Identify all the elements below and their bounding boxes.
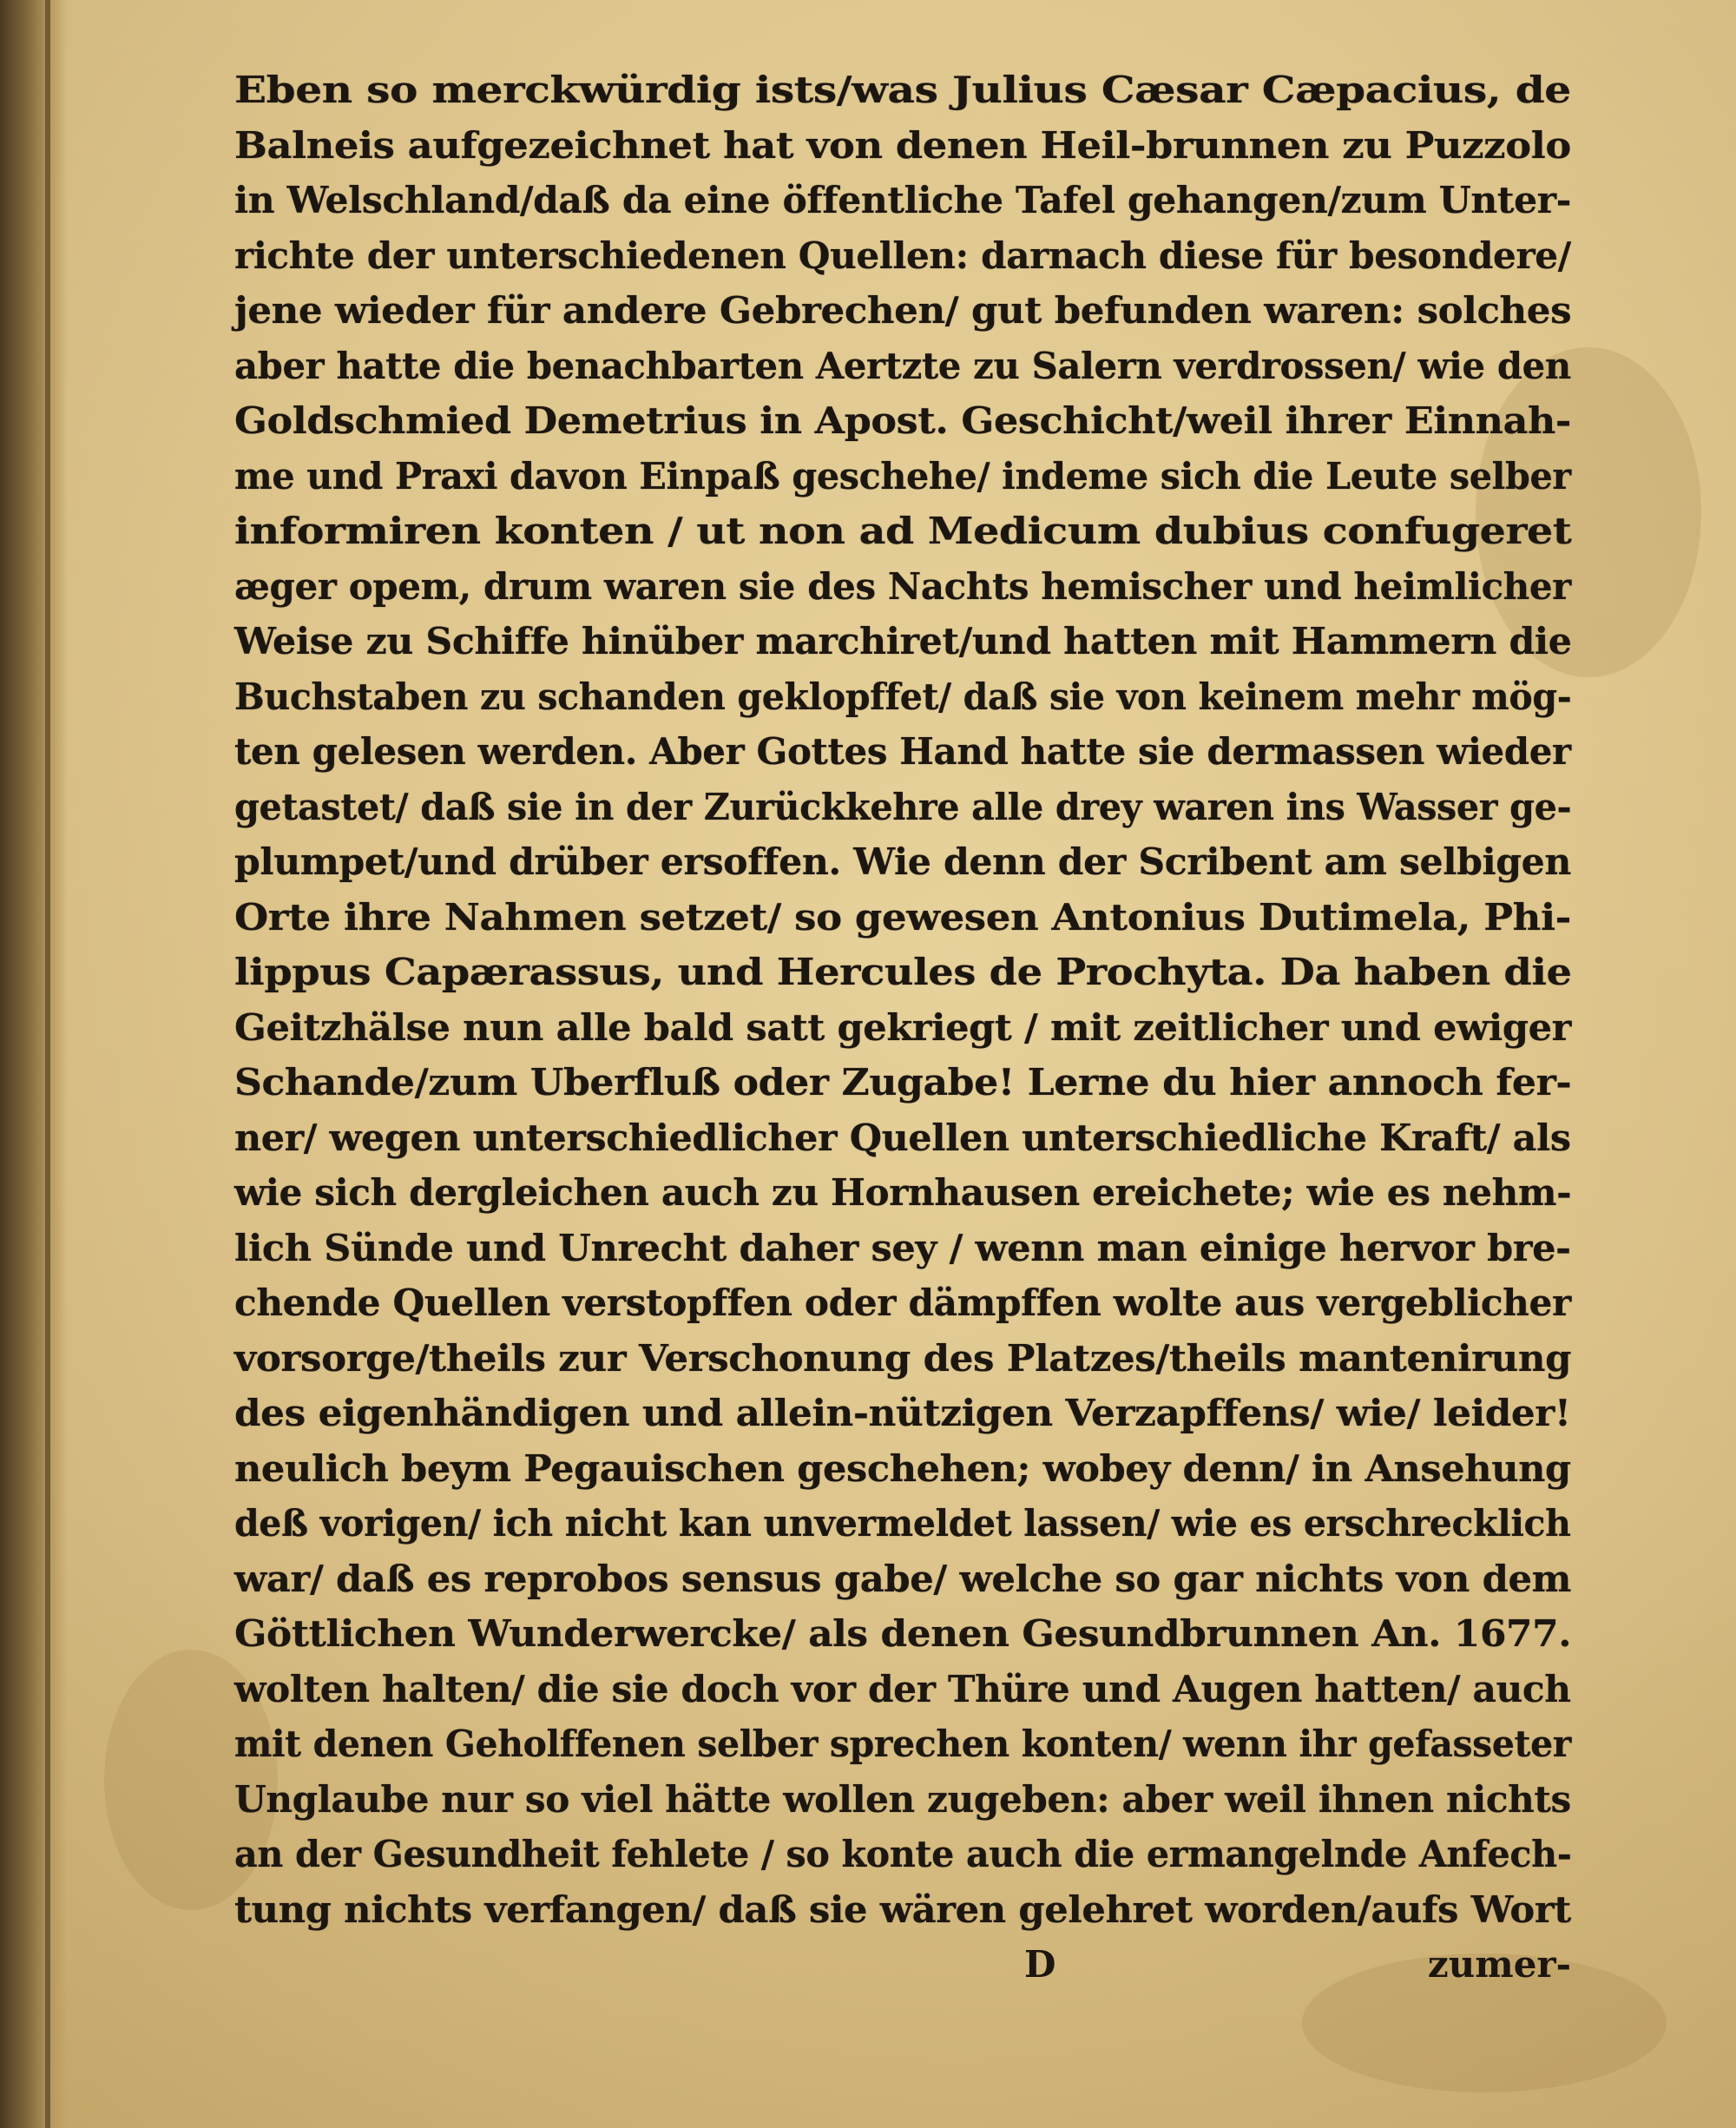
text-line: aber hatte die benachbarten Aertzte zu Salern verdrossen/ wie den	[234, 344, 1571, 387]
gutter-fold	[45, 0, 50, 2128]
text-line: war/ daß es reprobos sensus gabe/ welche so gar nichts von dem	[234, 1557, 1572, 1600]
text-line: Schande/zum Uberfluß oder Zugabe! Lerne du hier annoch fer-	[234, 1061, 1572, 1104]
text-line: ner/ wegen unterschiedlicher Quellen unterschiedliche Kraft/ als	[234, 1116, 1571, 1159]
text-line: Orte ihre Nahmen setzet/ so gewesen Antonius Dutimela, Phi-	[234, 895, 1571, 939]
text-line: Buchstaben zu schanden geklopffet/ daß sie von keinem mehr mög-	[234, 675, 1572, 718]
text-line: Eben so merckwürdig ists/was Julius Cæsar Cæpacius, de	[234, 69, 1571, 111]
text-line: chende Quellen verstopffen oder dämpffen wolte aus vergeblicher	[234, 1281, 1571, 1324]
text-line: an der Gesundheit fehlete / so konte auch die ermangelnde Anfech-	[234, 1833, 1572, 1875]
text-line: neulich beym Pegauischen geschehen; wobey denn/ in Ansehung	[234, 1446, 1571, 1490]
text-line: in Welschland/daß da eine öffentliche Tafel gehangen/zum Unter-	[234, 179, 1571, 221]
text-line: getastet/ daß sie in der Zurückkehre alle drey waren ins Wasser ge-	[234, 785, 1572, 828]
text-line: mit denen Geholffenen selber sprechen konten/ wenn ihr gefasseter	[234, 1723, 1572, 1765]
text-line: wie sich dergleichen auch zu Hornhausen ereichete; wie es nehm-	[234, 1171, 1572, 1214]
text-line: plumpet/und drüber ersoffen. Wie denn der Scribent am selbigen	[234, 840, 1571, 883]
text-line: Unglaube nur so viel hätte wollen zugeben: aber weil ihnen nichts	[234, 1777, 1571, 1821]
text-line: lippus Capærassus, und Hercules de Prochyta. Da haben die	[234, 951, 1572, 993]
text-line: lich Sünde und Unrecht daher sey / wenn man einige hervor bre-	[234, 1226, 1571, 1269]
text-line: Geitzhälse nun alle bald satt gekriegt / mit zeitlicher und ewiger	[234, 1005, 1571, 1049]
text-line: deß vorigen/ ich nicht kan unvermeldet lassen/ wie es erschrecklich	[234, 1502, 1571, 1545]
text-line: æger opem, drum waren sie des Nachts hemischer und heimlicher	[234, 564, 1571, 608]
text-line: informiren konten / ut non ad Medicum dubius confugeret	[234, 510, 1572, 552]
text-line: richte der unterschiedenen Quellen: darnach diese für besondere/	[234, 234, 1571, 277]
text-line: des eigenhändigen und allein-nützigen Verzapffens/ wie/ leider!	[234, 1392, 1571, 1434]
text-line: me und Praxi davon Einpaß geschehe/ indeme sich die Leute selber	[234, 454, 1571, 497]
text-line: Göttlichen Wunderwercke/ als denen Gesundbrunnen An. 1677.	[234, 1612, 1572, 1655]
text-line: Weise zu Schiffe hinüber marchiret/und hatten mit Hammern die	[234, 620, 1572, 662]
text-line: Goldschmied Demetrius in Apost. Geschicht/weil ihrer Einnah-	[234, 399, 1571, 442]
text-line: ten gelesen werden. Aber Gottes Hand hatte sie dermassen wieder	[234, 730, 1571, 773]
text-line: tung nichts verfangen/ daß sie wären gelehret worden/aufs Wort	[234, 1888, 1571, 1931]
text-line: vorsorge/theils zur Verschonung des Platzes/theils mantenirung	[234, 1336, 1572, 1380]
text-line: Balneis aufgezeichnet hat von denen Heil-brunnen zu Puzzolo	[234, 123, 1571, 167]
text-line: wolten halten/ die sie doch vor der Thüre und Augen hatten/ auch	[234, 1667, 1571, 1710]
page-footer	[234, 1937, 1588, 1993]
signature-mark: D	[1024, 1943, 1056, 1986]
text-line: jene wieder für andere Gebrechen/ gut befunden waren: solches	[234, 289, 1572, 332]
catchword: zumer-	[1427, 1943, 1571, 1986]
book-gutter	[0, 0, 68, 2128]
body-text	[234, 63, 1588, 1986]
